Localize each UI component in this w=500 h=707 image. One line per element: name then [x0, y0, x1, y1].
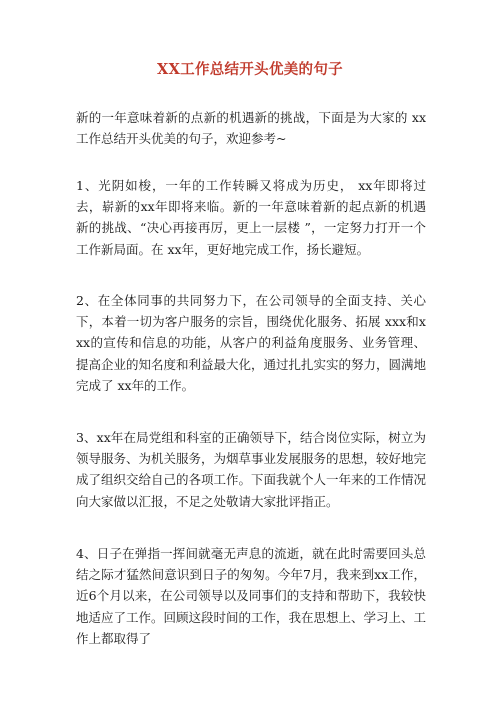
intro-paragraph: 新的一年意味着新的点新的机遇新的挑战，下面是为大家的 xx工作总结开头优美的句子，欢迎参考~: [76, 110, 426, 147]
paragraph-1: 1、光阴如梭，一年的工作转瞬又将成为历史， xx年即将过去，崭新的xx年即将来临。新的一年意味着新的起点新的机遇新的挑战、“决心再接再厉，更上一层楼 ”，一定努力打开一个工作新局面。在 xx年，更好地完成工作，扬长避短。: [76, 178, 426, 257]
paragraph-4: 4、日子在弹指一挥间就毫无声息的流逝，就在此时需要回头总结之际才猛然间意识到日子的匆匆。今年7月，我来到xx工作，近6个月以来，在公司领导以及同事们的支持和帮助下，我较快地适应了工作。回顾这段时间的工作，我在思想上、学习上、工作上都取得了: [76, 546, 427, 646]
document-title: XX工作总结开头优美的句子: [157, 61, 343, 78]
paragraph-2: 2、在全体同事的共同努力下，在公司领导的全面支持、关心下，本着一切为客户服务的宗旨，围绕优化服务、拓展 xxx和xxx的宣传和信息的功能，从客户的利益角度服务、业务管理、提高企业的知名度和利益最大化，通过扎扎实实的努力，圆满地完成了 xx年的工作。: [76, 293, 427, 393]
paragraph-3: 3、xx年在局党组和科室的正确领导下，结合岗位实际，树立为领导服务、为机关服务，为烟草事业发展服务的思想，较好地完成了组织交给自己的各项工作。下面我就个人一年来的工作情况向大家做以汇报，不足之处敬请大家批评指正。: [76, 430, 427, 509]
